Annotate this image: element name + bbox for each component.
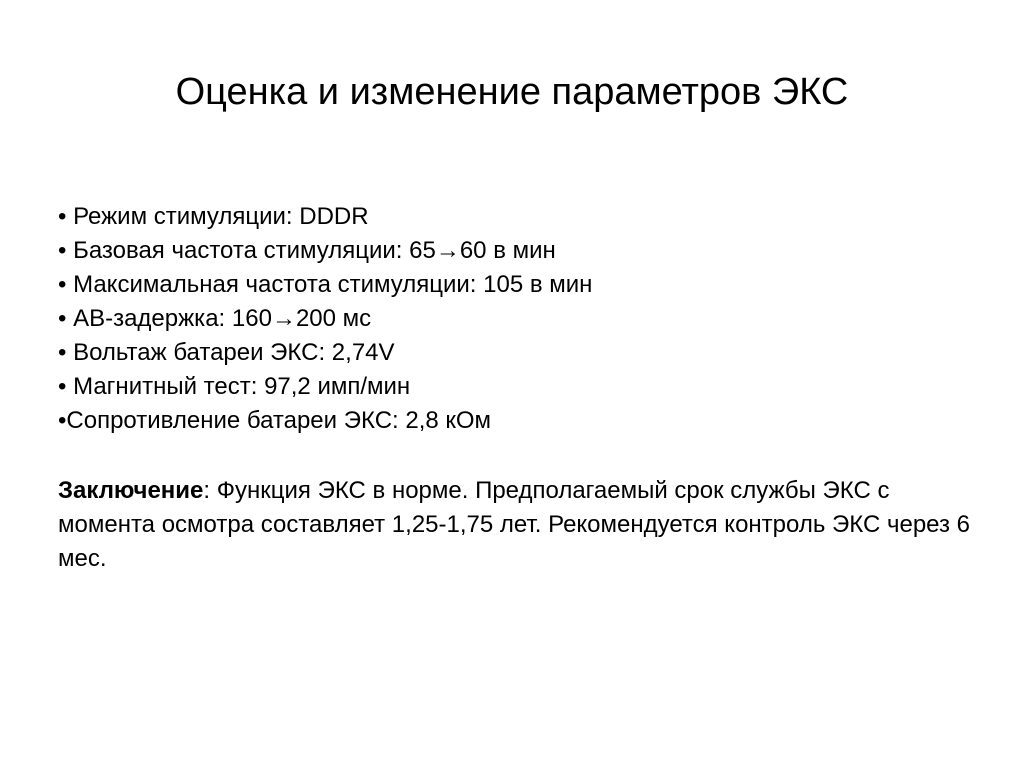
conclusion-text: Функция ЭКС в норме. Предполагаемый срок службы ЭКС с момента осмотра составляет 1,25-1,75 лет. Рекомендуется контроль ЭКС через 6 мес.: [58, 477, 971, 572]
list-item-base-rate: • Базовая частота стимуляции: 65→60 в мин: [58, 237, 556, 264]
parameter-list: [58, 200, 978, 438]
list-item-max-rate: • Максимальная частота стимуляции: 105 в мин: [58, 271, 593, 298]
list-item-battery-voltage: • Вольтаж батареи ЭКС: 2,74V: [58, 339, 395, 366]
list-item-pacing-mode: • Режим стимуляции: DDDR: [58, 203, 369, 230]
conclusion-paragraph: [58, 474, 978, 576]
slide-title: Оценка и изменение параметров ЭКС: [175, 71, 849, 113]
list-item-battery-impedance: •Сопротивление батареи ЭКС: 2,8 кОм: [58, 407, 492, 434]
list-item-av-delay: • АВ-задержка: 160→200 мс: [58, 305, 372, 332]
list-item-magnet-test: • Магнитный тест: 97,2 имп/мин: [58, 373, 411, 400]
conclusion-separator: :: [203, 477, 211, 504]
conclusion-label: Заключение: [58, 477, 204, 504]
